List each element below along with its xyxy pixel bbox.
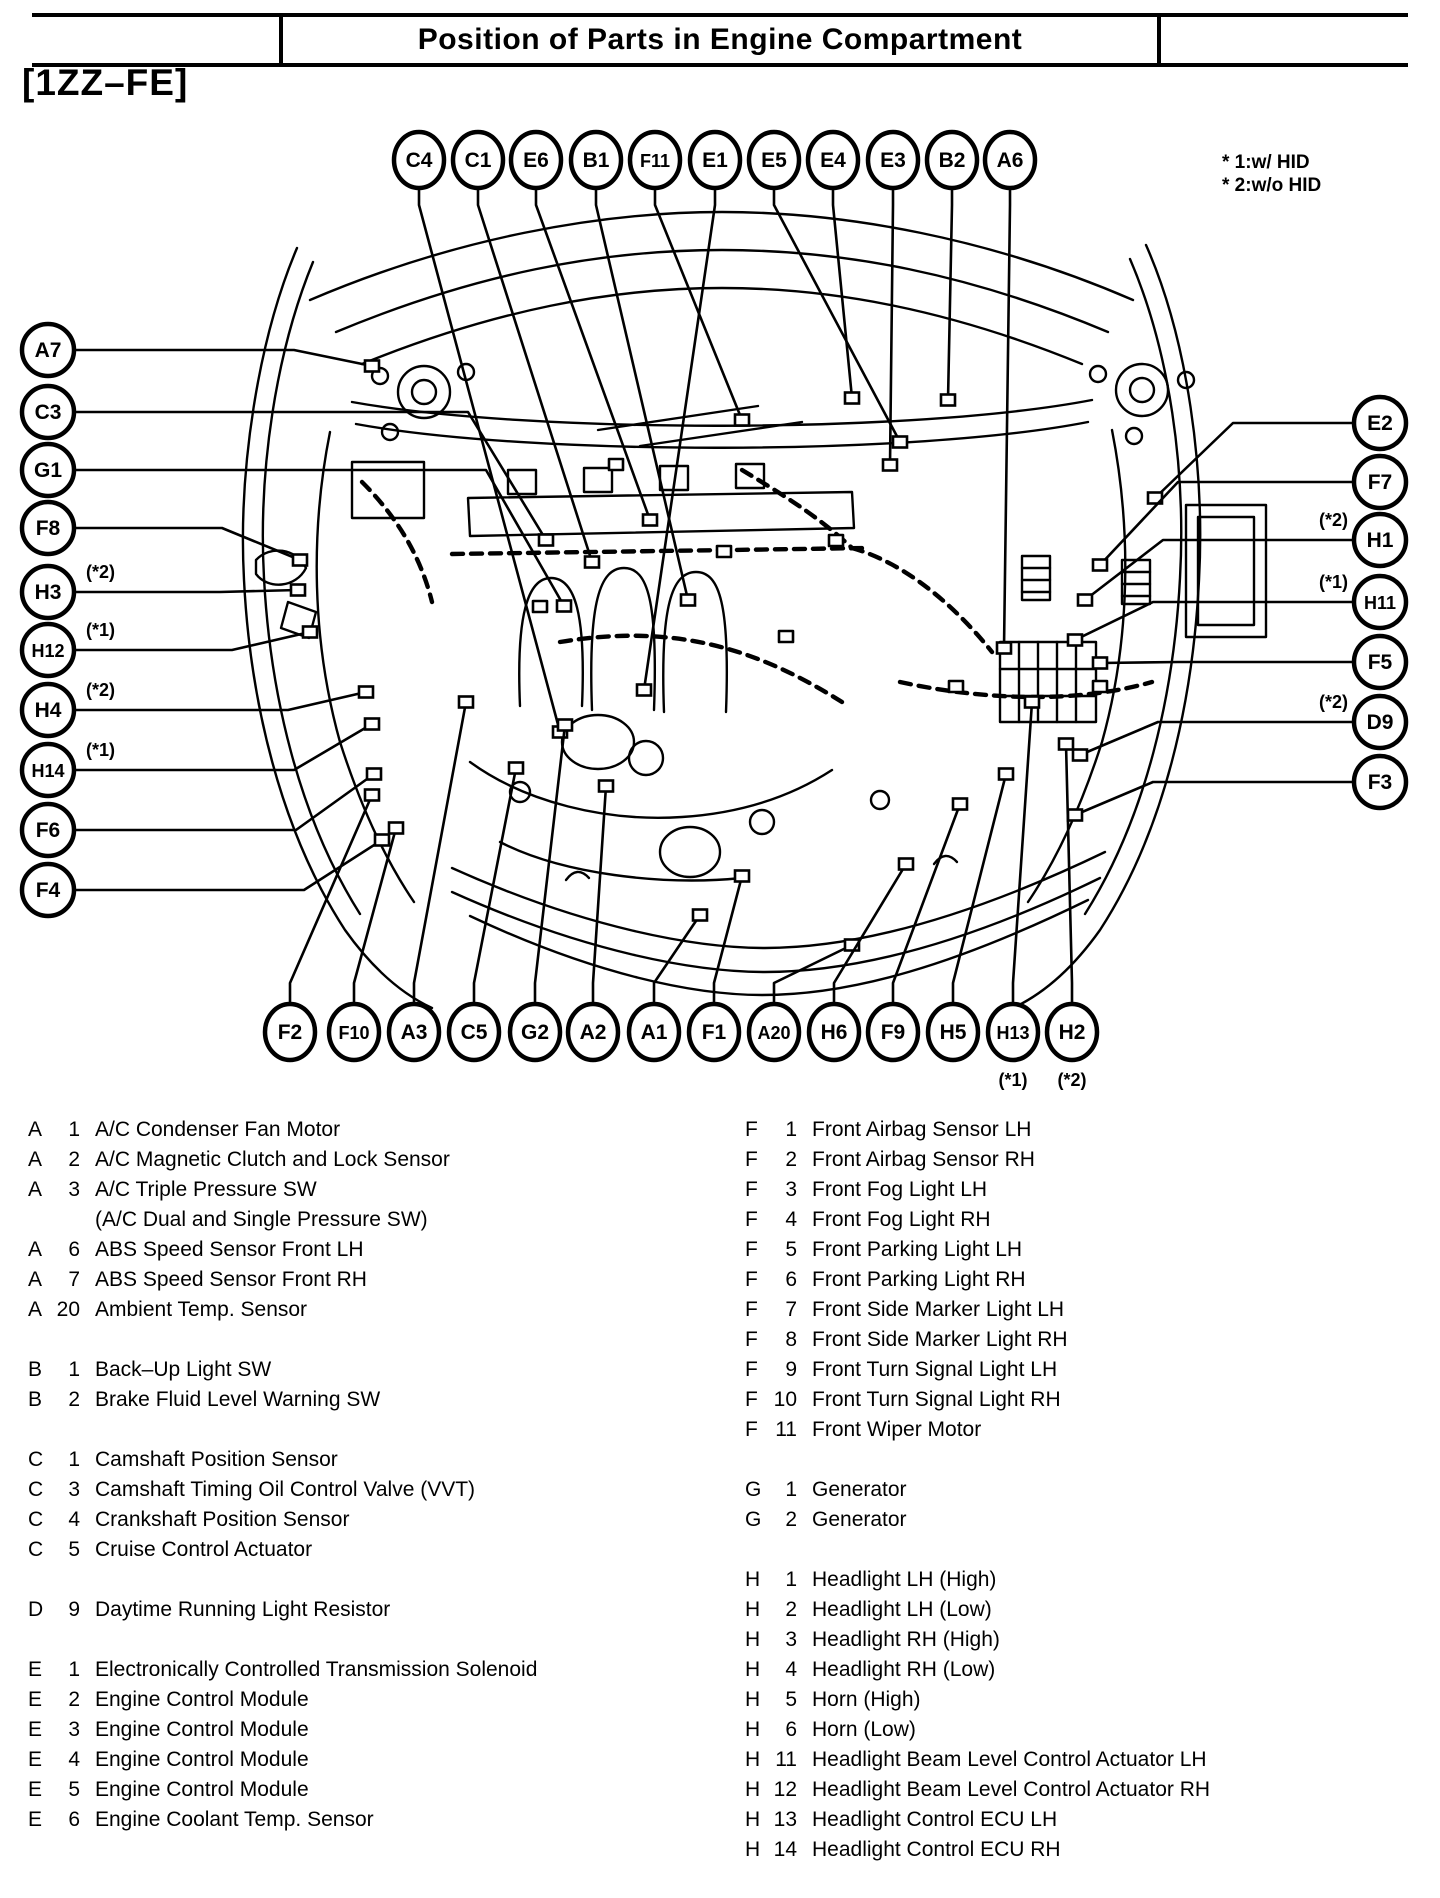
legend-part-name: Headlight Beam Level Control Actuator LH bbox=[812, 1748, 1207, 1771]
legend-part-name: Front Airbag Sensor RH bbox=[812, 1148, 1035, 1171]
legend-row bbox=[745, 1208, 1435, 1238]
legend-code-number: 5 bbox=[785, 1688, 797, 1711]
svg-text:H12: H12 bbox=[31, 641, 65, 661]
callout-H14 bbox=[22, 719, 379, 797]
callout-C1 bbox=[453, 132, 599, 568]
legend-part-name: Headlight Control ECU RH bbox=[812, 1838, 1061, 1861]
legend-code-letter: C bbox=[28, 1448, 44, 1471]
legend-part-name: Engine Control Module bbox=[95, 1748, 309, 1771]
legend-part-name: Generator bbox=[812, 1478, 907, 1501]
legend-part-name: Horn (High) bbox=[812, 1688, 921, 1711]
legend-code-letter: F bbox=[745, 1328, 758, 1351]
legend-part-name: Front Side Marker Light LH bbox=[812, 1298, 1065, 1321]
legend-code-letter: C bbox=[28, 1478, 44, 1501]
legend-code-number: 2 bbox=[68, 1688, 80, 1711]
legend-part-name: Front Side Marker Light RH bbox=[812, 1328, 1068, 1351]
legend-code-number: 12 bbox=[773, 1778, 797, 1801]
legend-code-number: 2 bbox=[785, 1508, 797, 1531]
svg-text:F2: F2 bbox=[277, 1021, 303, 1044]
legend-code-letter: C bbox=[28, 1538, 44, 1561]
svg-text:H13: H13 bbox=[996, 1023, 1030, 1043]
legend-code-number: 3 bbox=[785, 1178, 797, 1201]
legend-code-letter: F bbox=[745, 1208, 758, 1231]
legend-part-name: Front Parking Light LH bbox=[812, 1238, 1023, 1261]
legend-part-name: Cruise Control Actuator bbox=[95, 1538, 313, 1561]
legend-code-number: 11 bbox=[775, 1748, 797, 1771]
legend-code-letter: F bbox=[745, 1178, 758, 1201]
svg-text:A6: A6 bbox=[996, 149, 1024, 172]
callout-A7 bbox=[22, 324, 379, 376]
callout-H4 bbox=[22, 680, 373, 736]
legend-row bbox=[745, 1118, 1435, 1148]
callout-H2 bbox=[1047, 739, 1097, 1091]
legend-row bbox=[28, 1658, 728, 1688]
svg-text:(*1): (*1) bbox=[998, 1070, 1028, 1090]
svg-text:E5: E5 bbox=[761, 149, 787, 172]
svg-text:C3: C3 bbox=[34, 401, 62, 424]
legend-code-number: 8 bbox=[785, 1328, 797, 1351]
legend-part-name: Headlight LH (Low) bbox=[812, 1598, 992, 1621]
legend-group bbox=[28, 1658, 728, 1838]
legend-code-number: 6 bbox=[68, 1808, 80, 1831]
svg-text:E6: E6 bbox=[523, 149, 549, 172]
svg-text:F1: F1 bbox=[701, 1021, 727, 1044]
legend-part-name: Front Turn Signal Light RH bbox=[812, 1388, 1061, 1411]
legend-row bbox=[745, 1748, 1435, 1778]
legend-code-letter: C bbox=[28, 1508, 44, 1531]
legend-code-letter: H bbox=[745, 1628, 761, 1651]
legend-code-number: 9 bbox=[785, 1358, 797, 1381]
legend-code-number: 1 bbox=[785, 1478, 797, 1501]
legend-code-letter: H bbox=[745, 1748, 761, 1771]
legend-row bbox=[28, 1448, 728, 1478]
legend-code-letter: G bbox=[745, 1508, 762, 1531]
legend-row bbox=[745, 1388, 1435, 1418]
callout-A6 bbox=[985, 132, 1035, 654]
svg-text:F9: F9 bbox=[880, 1021, 906, 1044]
hid-note-1: * 1:w/ HID bbox=[1222, 152, 1310, 173]
legend-row bbox=[745, 1568, 1435, 1598]
legend-part-name: A/C Triple Pressure SW bbox=[95, 1178, 317, 1201]
legend-row bbox=[28, 1298, 728, 1328]
legend-part-name: Engine Control Module bbox=[95, 1688, 309, 1711]
callout-F4 bbox=[22, 835, 389, 917]
svg-text:(*2): (*2) bbox=[1057, 1070, 1087, 1090]
legend-code-letter: B bbox=[28, 1388, 43, 1411]
legend-code-number: 14 bbox=[773, 1838, 797, 1861]
legend-code-number: 9 bbox=[68, 1598, 80, 1621]
legend-code-number: 3 bbox=[68, 1178, 80, 1201]
callout-C5 bbox=[449, 763, 523, 1061]
legend-row bbox=[745, 1778, 1435, 1808]
legend-code-number: 2 bbox=[68, 1148, 80, 1171]
legend-code-number: 1 bbox=[68, 1658, 80, 1681]
svg-text:F6: F6 bbox=[35, 819, 61, 842]
legend-code-number: 3 bbox=[785, 1628, 797, 1651]
legend-part-name: Engine Coolant Temp. Sensor bbox=[95, 1808, 374, 1831]
legend-code-number: 1 bbox=[68, 1448, 80, 1471]
legend-column-right bbox=[745, 1118, 1435, 1898]
legend-code-letter: F bbox=[745, 1358, 758, 1381]
legend-code-number: 6 bbox=[68, 1238, 80, 1261]
legend-part-name: Electronically Controlled Transmission Solenoid bbox=[95, 1658, 538, 1681]
legend-code-letter: H bbox=[745, 1718, 761, 1741]
legend-code-letter: F bbox=[745, 1298, 758, 1321]
legend-code-number: 11 bbox=[775, 1418, 797, 1441]
legend-group bbox=[745, 1478, 1435, 1538]
svg-text:B2: B2 bbox=[938, 149, 966, 172]
legend-part-name: Front Fog Light LH bbox=[812, 1178, 988, 1201]
legend-part-name: ABS Speed Sensor Front LH bbox=[95, 1238, 364, 1261]
legend-part-name: Headlight RH (High) bbox=[812, 1628, 1000, 1651]
legend-part-name: Back–Up Light SW bbox=[95, 1358, 272, 1381]
svg-text:A7: A7 bbox=[34, 339, 62, 362]
legend-row bbox=[745, 1358, 1435, 1388]
legend-part-name: Generator bbox=[812, 1508, 907, 1531]
legend-code-letter: E bbox=[28, 1778, 43, 1801]
legend-code-number: 1 bbox=[68, 1118, 80, 1141]
legend-row bbox=[745, 1328, 1435, 1358]
legend-code-number: 1 bbox=[785, 1568, 797, 1591]
legend-code-number: 4 bbox=[785, 1658, 797, 1681]
svg-text:G2: G2 bbox=[520, 1021, 550, 1044]
legend-part-name: Engine Control Module bbox=[95, 1718, 309, 1741]
svg-text:H6: H6 bbox=[820, 1021, 848, 1044]
legend-code-number: 4 bbox=[68, 1748, 80, 1771]
legend-code-letter: E bbox=[28, 1688, 43, 1711]
legend-row bbox=[28, 1598, 728, 1628]
svg-text:E3: E3 bbox=[880, 149, 906, 172]
legend-code-number: 2 bbox=[785, 1598, 797, 1621]
svg-text:A20: A20 bbox=[757, 1023, 791, 1043]
svg-text:H5: H5 bbox=[939, 1021, 967, 1044]
legend-row bbox=[745, 1658, 1435, 1688]
legend-code-letter: H bbox=[745, 1688, 761, 1711]
engine-bay-art bbox=[243, 212, 1266, 1008]
legend-part-name: Headlight Beam Level Control Actuator RH bbox=[812, 1778, 1211, 1801]
legend-row bbox=[745, 1808, 1435, 1838]
legend-code-number: 4 bbox=[785, 1208, 797, 1231]
legend-part-name: Headlight LH (High) bbox=[812, 1568, 997, 1591]
legend-code-letter: A bbox=[28, 1178, 43, 1201]
svg-text:E2: E2 bbox=[1367, 412, 1393, 435]
legend-code-letter: H bbox=[745, 1838, 761, 1861]
legend-code-letter: F bbox=[745, 1148, 758, 1171]
callout-B2 bbox=[927, 132, 977, 406]
svg-text:F11: F11 bbox=[639, 151, 671, 171]
legend-row bbox=[28, 1268, 728, 1298]
svg-text:(*1): (*1) bbox=[1318, 572, 1348, 592]
legend-code-letter: E bbox=[28, 1658, 43, 1681]
engine-code-heading: [1ZZ–FE] bbox=[22, 62, 189, 103]
legend-part-name: A/C Condenser Fan Motor bbox=[95, 1118, 341, 1141]
legend-code-number: 7 bbox=[68, 1268, 80, 1291]
svg-text:(*2): (*2) bbox=[86, 562, 116, 582]
legend-row bbox=[28, 1238, 728, 1268]
legend-part-name: Crankshaft Position Sensor bbox=[95, 1508, 350, 1531]
svg-text:D9: D9 bbox=[1366, 711, 1394, 734]
svg-text:F8: F8 bbox=[35, 517, 61, 540]
callout-D9 bbox=[1073, 692, 1406, 761]
legend-code-letter: H bbox=[745, 1778, 761, 1801]
legend-row bbox=[28, 1118, 728, 1148]
legend-code-number: 4 bbox=[68, 1508, 80, 1531]
svg-text:H4: H4 bbox=[34, 699, 62, 722]
legend-row bbox=[28, 1718, 728, 1748]
legend-code-number: 20 bbox=[56, 1298, 80, 1321]
legend-code-letter: H bbox=[745, 1808, 761, 1831]
legend-code-letter: A bbox=[28, 1268, 43, 1291]
legend-part-name: Camshaft Timing Oil Control Valve (VVT) bbox=[95, 1478, 476, 1501]
callout-E6 bbox=[511, 132, 657, 526]
legend-row bbox=[28, 1388, 728, 1418]
legend-code-number: 1 bbox=[68, 1358, 80, 1381]
svg-text:E4: E4 bbox=[820, 149, 846, 172]
legend-group bbox=[28, 1448, 728, 1568]
legend-row bbox=[28, 1778, 728, 1808]
svg-text:A3: A3 bbox=[400, 1021, 428, 1044]
legend-code-letter: A bbox=[28, 1298, 43, 1321]
svg-text:(*1): (*1) bbox=[86, 620, 116, 640]
legend-group bbox=[28, 1358, 728, 1418]
legend-row bbox=[28, 1358, 728, 1388]
svg-text:(*2): (*2) bbox=[1318, 692, 1348, 712]
legend-row bbox=[745, 1238, 1435, 1268]
legend-row bbox=[28, 1478, 728, 1508]
legend-group bbox=[28, 1118, 728, 1328]
svg-text:E1: E1 bbox=[702, 149, 728, 172]
legend-part-name: Front Fog Light RH bbox=[812, 1208, 991, 1231]
callout-A3 bbox=[389, 697, 473, 1061]
legend-row bbox=[745, 1418, 1435, 1448]
legend-part-name: (A/C Dual and Single Pressure SW) bbox=[95, 1208, 428, 1231]
legend-code-letter: A bbox=[28, 1238, 43, 1261]
callout-F3 bbox=[1068, 756, 1406, 821]
svg-text:F3: F3 bbox=[1367, 771, 1393, 794]
legend-code-number: 2 bbox=[785, 1148, 797, 1171]
legend-part-name: Headlight Control ECU LH bbox=[812, 1808, 1058, 1831]
legend-group bbox=[745, 1568, 1435, 1868]
legend-row bbox=[745, 1688, 1435, 1718]
legend-row bbox=[28, 1148, 728, 1178]
legend-code-letter: F bbox=[745, 1268, 758, 1291]
legend-part-name: Front Airbag Sensor LH bbox=[812, 1118, 1032, 1141]
svg-text:C5: C5 bbox=[460, 1021, 488, 1044]
legend-part-name: Headlight RH (Low) bbox=[812, 1658, 996, 1681]
legend-row bbox=[28, 1538, 728, 1568]
svg-text:H11: H11 bbox=[1363, 593, 1397, 613]
svg-text:C1: C1 bbox=[464, 149, 492, 172]
legend-row bbox=[745, 1838, 1435, 1868]
legend-code-letter: A bbox=[28, 1118, 43, 1141]
legend-row bbox=[745, 1718, 1435, 1748]
legend-group bbox=[28, 1598, 728, 1628]
legend-code-number: 5 bbox=[68, 1778, 80, 1801]
callout-E4 bbox=[808, 132, 859, 404]
legend-part-name: Engine Control Module bbox=[95, 1778, 309, 1801]
svg-text:B1: B1 bbox=[582, 149, 610, 172]
legend-row bbox=[745, 1478, 1435, 1508]
svg-text:(*1): (*1) bbox=[86, 740, 116, 760]
legend-part-name: Horn (Low) bbox=[812, 1718, 916, 1741]
legend-group bbox=[745, 1118, 1435, 1448]
svg-text:A2: A2 bbox=[579, 1021, 607, 1044]
legend-part-name: Brake Fluid Level Warning SW bbox=[95, 1388, 381, 1411]
legend-code-number: 10 bbox=[773, 1388, 797, 1411]
legend-row bbox=[28, 1808, 728, 1838]
legend-code-letter: F bbox=[745, 1418, 758, 1441]
legend-row bbox=[28, 1688, 728, 1718]
svg-text:F5: F5 bbox=[1367, 651, 1393, 674]
svg-text:H1: H1 bbox=[1366, 529, 1394, 552]
svg-text:H3: H3 bbox=[34, 581, 62, 604]
svg-text:(*2): (*2) bbox=[1318, 510, 1348, 530]
legend-column-left bbox=[28, 1118, 728, 1868]
legend-row bbox=[28, 1508, 728, 1538]
legend-row bbox=[745, 1298, 1435, 1328]
legend-code-letter: D bbox=[28, 1598, 44, 1621]
legend-code-letter: G bbox=[745, 1478, 762, 1501]
legend-row bbox=[745, 1148, 1435, 1178]
legend-part-name: Camshaft Position Sensor bbox=[95, 1448, 338, 1471]
svg-text:A1: A1 bbox=[640, 1021, 668, 1044]
legend-code-letter: E bbox=[28, 1808, 43, 1831]
legend-row bbox=[28, 1208, 728, 1238]
svg-text:H2: H2 bbox=[1058, 1021, 1086, 1044]
svg-text:H14: H14 bbox=[31, 761, 65, 781]
svg-text:F7: F7 bbox=[1367, 471, 1393, 494]
legend-code-letter: A bbox=[28, 1148, 43, 1171]
legend-part-name: Daytime Running Light Resistor bbox=[95, 1598, 391, 1621]
legend-row bbox=[745, 1268, 1435, 1298]
legend-code-letter: F bbox=[745, 1118, 758, 1141]
svg-text:C4: C4 bbox=[405, 149, 433, 172]
legend-row bbox=[28, 1178, 728, 1208]
legend-code-number: 1 bbox=[785, 1118, 797, 1141]
legend-code-number: 3 bbox=[68, 1478, 80, 1501]
legend-code-number: 5 bbox=[68, 1538, 80, 1561]
legend-code-number: 13 bbox=[773, 1808, 797, 1831]
legend-code-letter: E bbox=[28, 1748, 43, 1771]
legend-code-letter: H bbox=[745, 1598, 761, 1621]
svg-text:G1: G1 bbox=[33, 459, 63, 482]
svg-text:(*2): (*2) bbox=[86, 680, 116, 700]
legend-part-name: ABS Speed Sensor Front RH bbox=[95, 1268, 367, 1291]
legend-part-name: Ambient Temp. Sensor bbox=[95, 1298, 308, 1321]
legend-code-number: 3 bbox=[68, 1718, 80, 1741]
callout-F6 bbox=[22, 769, 381, 857]
legend-part-name: A/C Magnetic Clutch and Lock Sensor bbox=[95, 1148, 450, 1171]
legend-code-letter: F bbox=[745, 1388, 758, 1411]
page-title: Position of Parts in Engine Compartment bbox=[279, 17, 1161, 63]
legend-code-letter: H bbox=[745, 1568, 761, 1591]
legend-code-number: 7 bbox=[785, 1298, 797, 1321]
legend-row bbox=[745, 1178, 1435, 1208]
callout-F1 bbox=[689, 871, 749, 1061]
callout-H11 bbox=[1068, 572, 1406, 646]
legend-code-letter: F bbox=[745, 1238, 758, 1261]
legend-row bbox=[745, 1628, 1435, 1658]
callout-F5 bbox=[1093, 636, 1406, 688]
legend-row bbox=[745, 1598, 1435, 1628]
legend-code-number: 5 bbox=[785, 1238, 797, 1261]
svg-text:F4: F4 bbox=[35, 879, 61, 902]
legend-code-letter: B bbox=[28, 1358, 43, 1381]
legend-code-number: 6 bbox=[785, 1268, 797, 1291]
legend-part-name: Front Parking Light RH bbox=[812, 1268, 1026, 1291]
legend-part-name: Front Wiper Motor bbox=[812, 1418, 982, 1441]
legend-part-name: Front Turn Signal Light LH bbox=[812, 1358, 1058, 1381]
svg-text:F10: F10 bbox=[338, 1023, 370, 1043]
legend-code-letter: E bbox=[28, 1718, 43, 1741]
legend-row bbox=[28, 1748, 728, 1778]
legend-code-number: 6 bbox=[785, 1718, 797, 1741]
legend-code-letter: H bbox=[745, 1658, 761, 1681]
legend-row bbox=[745, 1508, 1435, 1538]
legend-code-number: 2 bbox=[68, 1388, 80, 1411]
hid-note-2: * 2:w/o HID bbox=[1222, 175, 1322, 196]
